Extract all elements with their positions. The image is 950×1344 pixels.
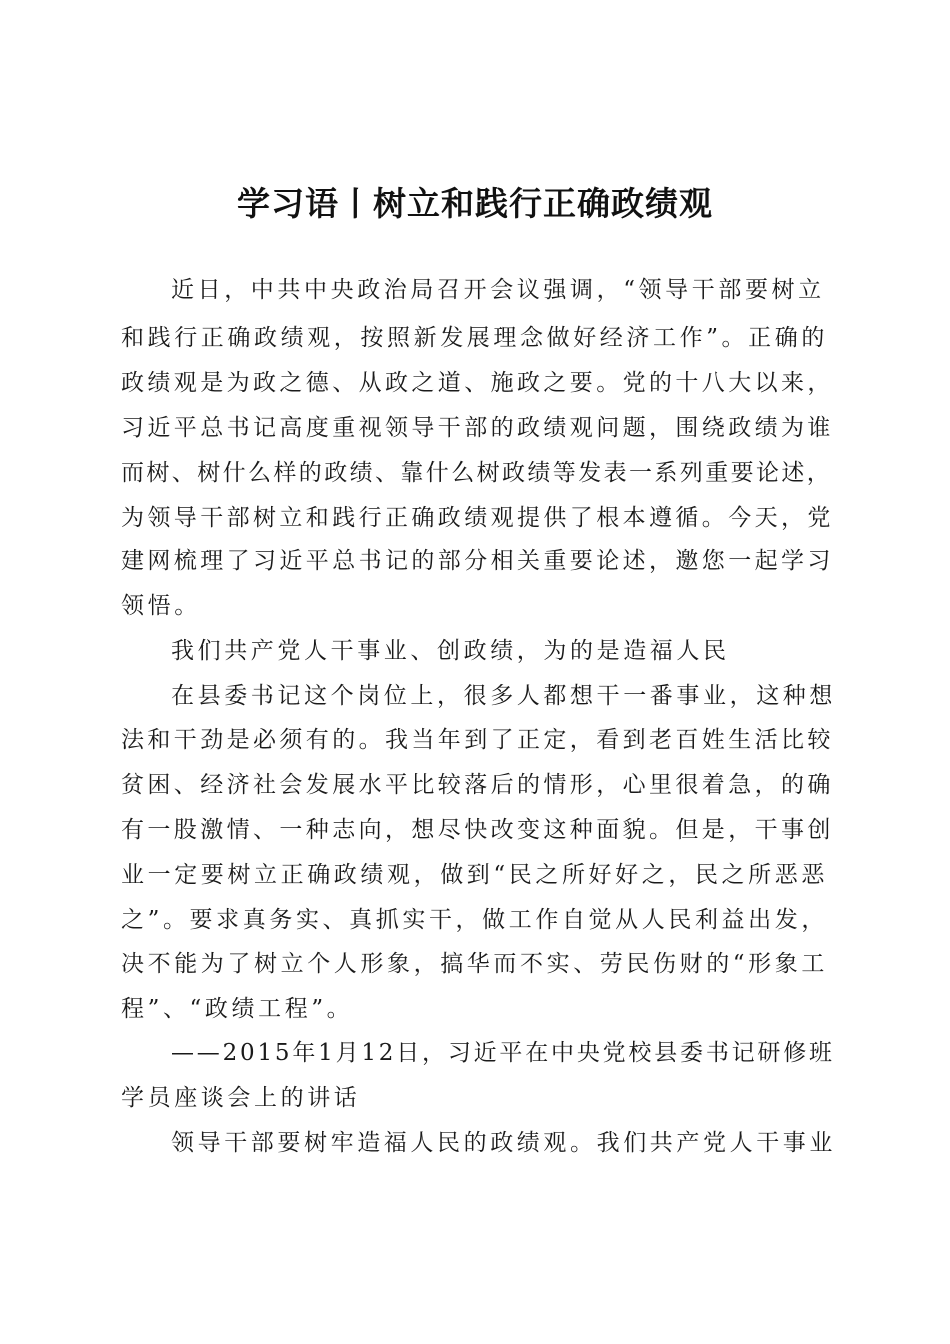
paragraph-line: 之”。要求真务实、真抓实干，做工作自觉从人民利益出发， [121,907,828,933]
paragraph-line: 在县委书记这个岗位上，很多人都想干一番事业，这种想 [171,683,836,709]
document-title: 学习语丨树立和践行正确政绩观 [237,184,713,223]
paragraph-line: 程”、“政绩工程”。 [121,996,354,1022]
paragraph-line: 业一定要树立正确政绩观，做到“民之所好好之，民之所恶恶 [121,862,828,888]
section-heading: 我们共产党人干事业、创政绩，为的是造福人民 [171,638,730,664]
paragraph-line: 领导干部要树牢造福人民的政绩观。我们共产党人干事业 [171,1130,836,1156]
paragraph-line: 习近平总书记高度重视领导干部的政绩观问题，围绕政绩为谁 [121,415,834,441]
paragraph-line: 法和干劲是必须有的。我当年到了正定，看到老百姓生活比较 [121,727,834,753]
paragraph-line: 贫困、经济社会发展水平比较落后的情形，心里很着急，的确 [121,772,834,798]
paragraph-line: 而树、树什么样的政绩、靠什么树政绩等发表一系列重要论述， [121,460,833,486]
source-citation: ——2015年1月12日，习近平在中央党校县委书记研修班 [171,1040,835,1066]
paragraph-line: 为领导干部树立和践行正确政绩观提供了根本遵循。今天，党 [121,505,834,531]
paragraph-line: 决不能为了树立个人形象，搞华而不实、劳民伤财的“形象工 [121,951,828,977]
paragraph-line: 政绩观是为政之德、从政之道、施政之要。党的十八大以来， [121,370,834,396]
paragraph-line: 和践行正确政绩观，按照新发展理念做好经济工作”。正确的 [121,325,828,351]
paragraph-line: 近日，中共中央政治局召开会议强调，“领导干部要树立 [171,277,825,303]
paragraph-line: 领悟。 [121,593,201,619]
paragraph-line: 建网梳理了习近平总书记的部分相关重要论述，邀您一起学习 [121,548,834,574]
source-citation: 学员座谈会上的讲话 [121,1085,361,1111]
paragraph-line: 有一股激情、一种志向，想尽快改变这种面貌。但是，干事创 [121,817,834,843]
